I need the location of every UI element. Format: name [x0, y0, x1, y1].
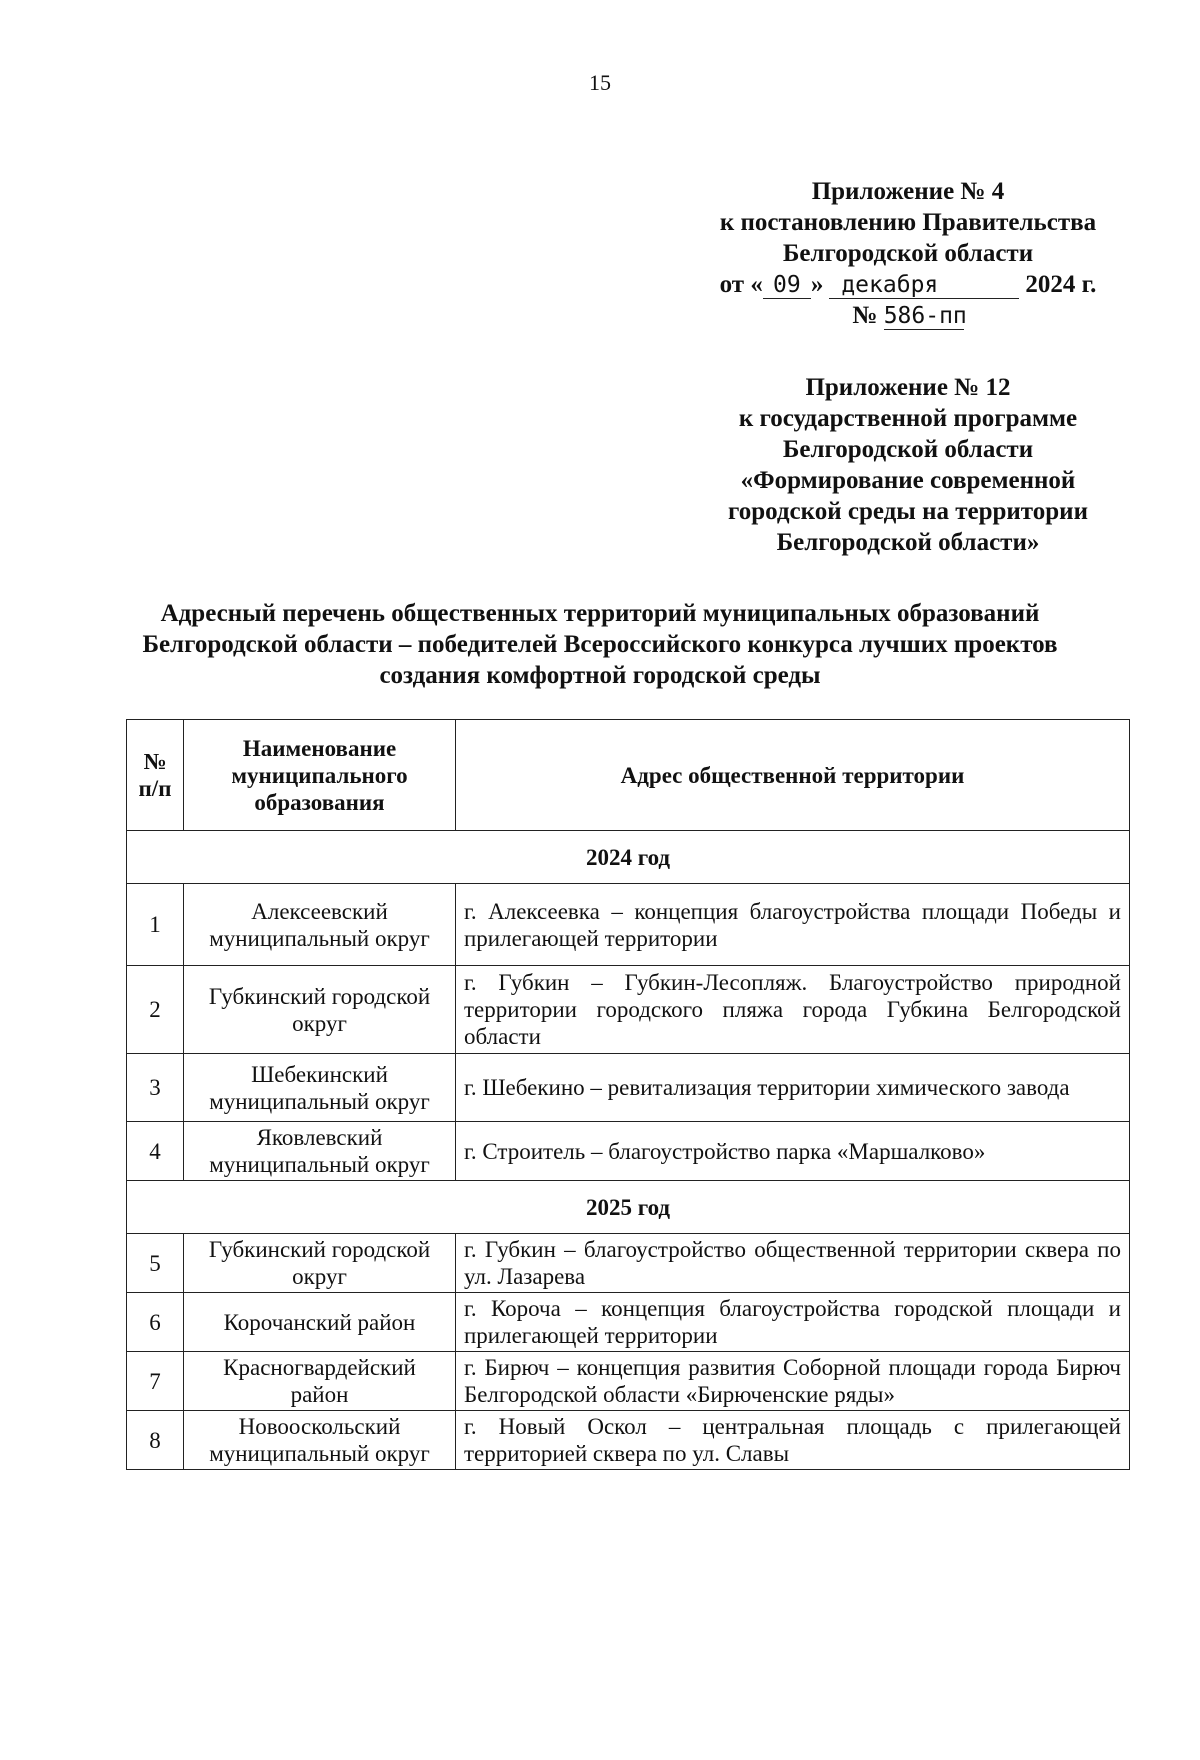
- table-row: [127, 1411, 1130, 1470]
- table-row: [127, 1054, 1130, 1122]
- year-label: 2024 год: [127, 831, 1130, 884]
- table-row: [127, 1352, 1130, 1411]
- row-municipality: Красногвардейский район: [184, 1352, 456, 1411]
- appendix-12-line: Приложение № 12: [805, 374, 1011, 401]
- row-num: 2: [127, 966, 184, 1054]
- appendix-12-line: «Формирование современной: [740, 467, 1076, 494]
- appendix-12-line: городской среды на территории: [728, 498, 1088, 525]
- row-municipality: Губкинский городской округ: [184, 966, 456, 1054]
- title-line: создания комфортной городской среды: [379, 662, 821, 689]
- table-header-row: [127, 720, 1130, 831]
- appendix-4-header: [648, 176, 1168, 331]
- table-row: [127, 966, 1130, 1054]
- row-municipality: Яковлевский муниципальный округ: [184, 1122, 456, 1181]
- appendix-12-line: Белгородской области»: [776, 529, 1040, 556]
- year-row-2025: [127, 1181, 1130, 1234]
- row-address: г. Короча – концепция благоустройства городской площади и прилегающей территории: [456, 1293, 1130, 1352]
- row-municipality: Корочанский район: [184, 1293, 456, 1352]
- number-value: 586-пп: [883, 303, 967, 329]
- row-address: г. Шебекино – ревитализация территории химического завода: [456, 1054, 1130, 1122]
- row-address: г. Строитель – благоустройство парка «Маршалково»: [456, 1122, 1130, 1181]
- row-num: 8: [127, 1411, 184, 1470]
- date-month: декабря: [829, 272, 1019, 299]
- row-address: г. Новый Оскол – центральная площадь с прилегающей территорией сквера по ул. Славы: [456, 1411, 1130, 1470]
- table-row: [127, 884, 1130, 966]
- address-table: [126, 719, 1130, 1470]
- appendix-4-line2: к постановлению Правительства: [719, 209, 1097, 236]
- date-day: 09: [763, 272, 811, 299]
- table-row: [127, 1122, 1130, 1181]
- row-address: г. Губкин – благоустройство общественной территории сквера по ул. Лазарева: [456, 1234, 1130, 1293]
- row-num: 5: [127, 1234, 184, 1293]
- row-num: 7: [127, 1352, 184, 1411]
- title-line: Белгородской области – победителей Всероссийского конкурса лучших проектов: [142, 631, 1058, 658]
- appendix-12-header: [648, 372, 1168, 558]
- row-address: г. Бирюч – концепция развития Соборной площади города Бирюч Белгородской области «Бирюченские ряды»: [456, 1352, 1130, 1411]
- appendix-4-number-line: [648, 300, 1168, 331]
- header-address: Адрес общественной территории: [456, 720, 1130, 831]
- date-mid: »: [810, 271, 824, 298]
- year-row-2024: [127, 831, 1130, 884]
- appendix-12-line: Белгородской области: [782, 436, 1034, 463]
- row-num: 4: [127, 1122, 184, 1181]
- table-row: [127, 1293, 1130, 1352]
- header-num: № п/п: [127, 720, 184, 831]
- year-label: 2025 год: [127, 1181, 1130, 1234]
- header-municipality: Наименование муниципального образования: [184, 720, 456, 831]
- table-row: [127, 1234, 1130, 1293]
- date-prefix: от «: [719, 271, 763, 298]
- appendix-4-line1: Приложение № 4: [811, 178, 1005, 205]
- appendix-12-line: к государственной программе: [738, 405, 1078, 432]
- appendix-4-line3: Белгородской области: [782, 240, 1034, 267]
- row-num: 3: [127, 1054, 184, 1122]
- row-municipality: Новооскольский муниципальный округ: [184, 1411, 456, 1470]
- row-address: г. Алексеевка – концепция благоустройства площади Победы и прилегающей территории: [456, 884, 1130, 966]
- appendix-4-date-line: [648, 269, 1168, 300]
- document-title: [100, 598, 1100, 691]
- row-address: г. Губкин – Губкин-Лесопляж. Благоустройство природной территории городского пляжа города Губкина Белгородской области: [456, 966, 1130, 1054]
- title-line: Адресный перечень общественных территорий муниципальных образований: [160, 600, 1040, 627]
- number-prefix: №: [852, 302, 878, 329]
- row-municipality: Алексеевский муниципальный округ: [184, 884, 456, 966]
- row-municipality: Шебекинский муниципальный округ: [184, 1054, 456, 1122]
- date-year: 2024 г.: [1025, 271, 1097, 298]
- row-num: 6: [127, 1293, 184, 1352]
- row-num: 1: [127, 884, 184, 966]
- row-municipality: Губкинский городской округ: [184, 1234, 456, 1293]
- page-number: 15: [589, 70, 611, 95]
